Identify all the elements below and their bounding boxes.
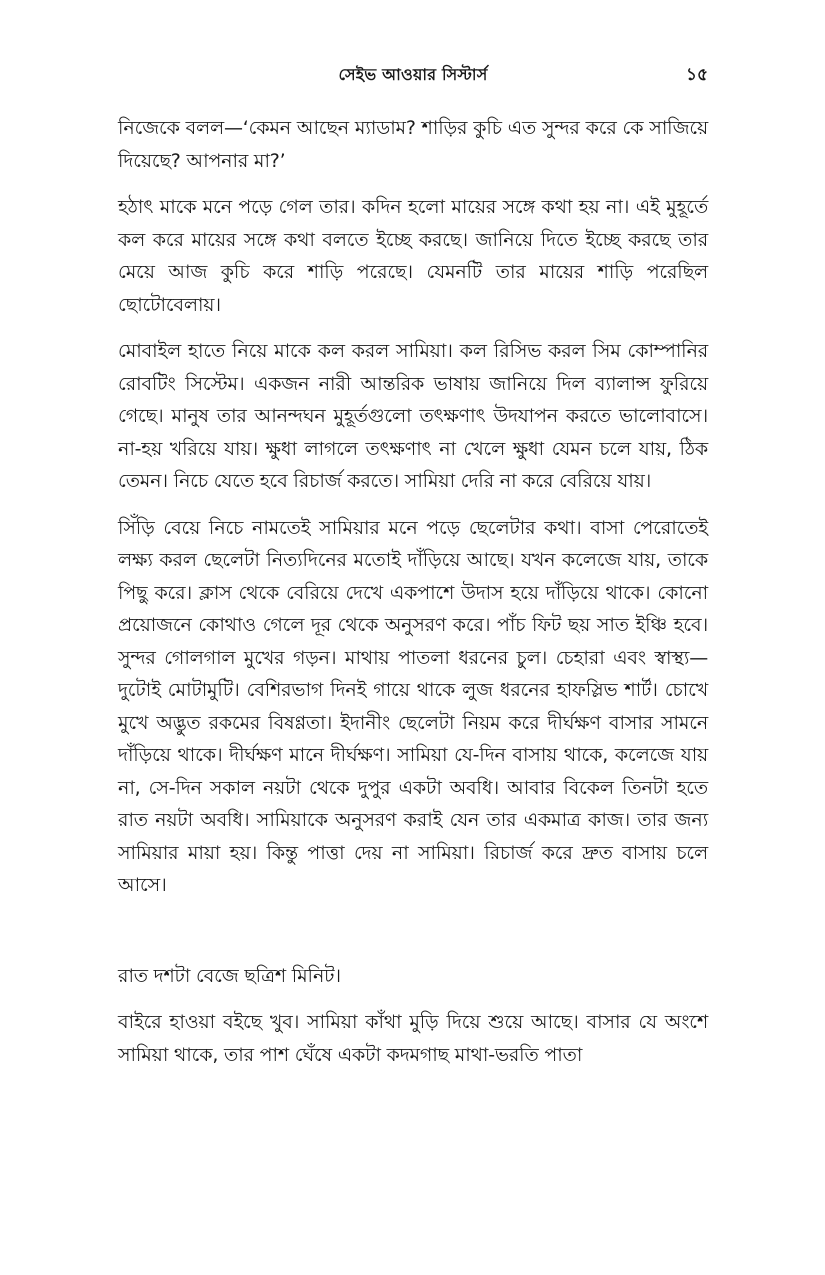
paragraph-4: সিঁড়ি বেয়ে নিচে নামতেই সামিয়ার মনে পড়ে ছেলেটার কথা। বাসা পেরোতেই লক্ষ্য করল ছেলেটা নিত্যদিনের মতোই দাঁড়িয়ে আছে। যখন কলেজে যায়, তাকে পিছু করে। ক্লাস থেকে বেরিয়ে দেখে একপাশে উদাস হয়ে দাঁড়িয়ে থাকে। কোনো প্রয়োজনে কোথাও গেলে দূর থেকে অনুসরণ করে। পাঁচ ফিট ছয় সাত ইঞ্চি হবে। সুন্দর গোলগাল মুখের গড়ন। মাথায় পাতলা ধরনের চুল। চেহারা এবং স্বাস্থ্য—দুটোই মোটামুটি। বেশিরভাগ দিনই গায়ে থাকে লুজ ধরনের হাফস্লিভ শার্ট। চোখে মুখে অদ্ভুত রকমের বিষণ্ণতা। ইদানীং ছেলেটা নিয়ম করে দীর্ঘক্ষণ বাসার সামনে দাঁড়িয়ে থাকে। দীর্ঘক্ষণ মানে দীর্ঘক্ষণ। সামিয়া যে-দিন বাসায় থাকে, কলেজে যায় না, সে-দিন সকাল নয়টা থেকে দুপুর একটা অবধি। আবার বিকেল তিনটা হতে রাত নয়টা অবধি। সামিয়াকে অনুসরণ করাই যেন তার একমাত্র কাজ। তার জন্য সামিয়ার মায়া হয়। কিন্তু পাত্তা দেয় না সামিয়া। রিচার্জ করে দ্রুত বাসায় চলে আসে।	[118, 516, 708, 896]
paragraph-3: মোবাইল হাতে নিয়ে মাকে কল করল সামিয়া। কল রিসিভ করল সিম কোম্পানির রোবটিং সিস্টেম। একজন নারী আন্তরিক ভাষায় জানিয়ে দিল ব্যালান্স ফুরিয়ে গেছে। মানুষ তার আনন্দঘন মুহূর্তগুলো তৎক্ষণাৎ উদযাপন করতে ভালোবাসে। না-হয় খরিয়ে যায়। ক্ষুধা লাগলে তৎক্ষণাৎ না খেলে ক্ষুধা যেমন চলে যায়, ঠিক তেমন। নিচে যেতে হবে রিচার্জ করতে। সামিয়া দেরি না করে বেরিয়ে যায়।	[118, 340, 708, 492]
paragraph-5: রাত দশটা বেজে ছত্রিশ মিনিট।	[118, 964, 341, 987]
section-break	[118, 916, 708, 960]
paragraph-2: হঠাৎ মাকে মনে পড়ে গেল তার। কদিন হলো মায়ের সঙ্গে কথা হয় না। এই মুহূর্তে কল করে মায়ের সঙ্গে কথা বলতে ইচ্ছে করছে। জানিয়ে দিতে ইচ্ছে করছে তার মেয়ে আজ কুচি করে শাড়ি পরেছে। যেমনটি তার মায়ের শাড়ি পরেছিল ছোটোবেলায়।	[118, 196, 708, 316]
running-title: সেইভ আওয়ার সিস্টার্স	[338, 65, 488, 84]
running-header	[118, 62, 708, 92]
page-number: ১৫	[685, 65, 708, 85]
paragraph-1: নিজেকে বলল—‘কেমন আছেন ম্যাডাম? শাড়ির কুচি এত সুন্দর করে কে সাজিয়ে দিয়েছে? আপনার মা?’	[118, 117, 708, 172]
paragraph-6: বাইরে হাওয়া বইছে খুব। সামিয়া কাঁথা মুড়ি দিয়ে শুয়ে আছে। বাসার যে অংশে সামিয়া থাকে, তার পাশ ঘেঁষে একটা কদমগাছ মাথা-ভরতি পাতা	[118, 1011, 708, 1066]
body-text	[118, 112, 708, 1085]
